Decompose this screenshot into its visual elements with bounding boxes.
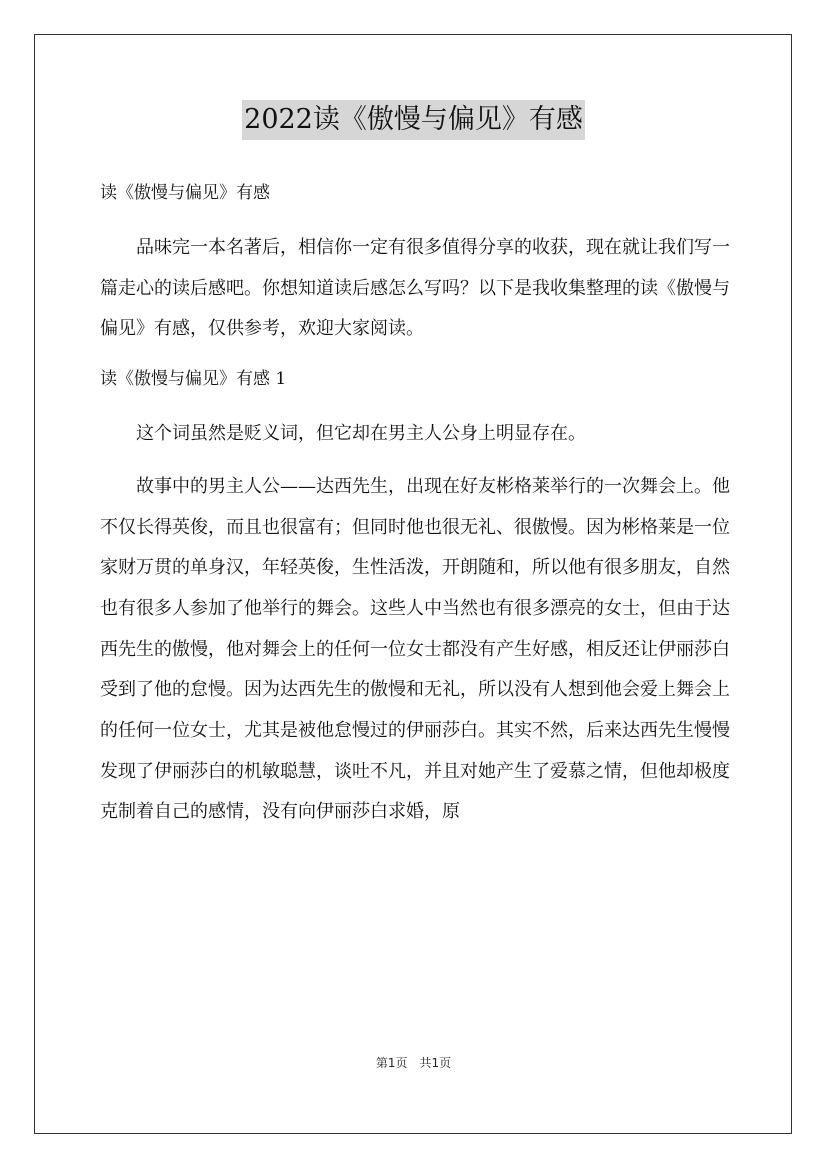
body-paragraph-1: 这个词虽然是贬义词，但它却在男主人公身上明显存在。 xyxy=(136,423,586,445)
page-total: 共1页 xyxy=(419,1056,452,1070)
subsection-heading: 读《傲慢与偏见》有感 1 xyxy=(100,369,287,390)
page-number: 第1页 xyxy=(375,1056,408,1070)
intro-paragraph: 品味完一本名著后，相信你一定有很多值得分享的收获，现在就让我们写一篇走心的读后感吧。你想知道读后感怎么写吗？以下是我收集整理的读《傲慢与偏见》有感，仅供参考，欢迎大家阅读。 xyxy=(100,237,730,340)
page-footer xyxy=(0,1054,827,1071)
document-title: 2022读《傲慢与偏见》有感 xyxy=(242,100,585,140)
document-body xyxy=(100,176,730,845)
body-paragraph-2: 故事中的男主人公——达西先生，出现在好友彬格莱举行的一次舞会上。他不仅长得英俊，而且也很富有；但同时他也很无礼、很傲慢。因为彬格莱是一位家财万贯的单身汉，年轻英俊，生性活泼，开朗随和，所以他有很多朋友，自然也有很多人参加了他举行的舞会。这些人中当然也有很多漂亮的女士，但由于达西先生的傲慢，他对舞会上的任何一位女士都没有产生好感，相反还让伊丽莎白受到了他的怠慢。因为达西先生的傲慢和无礼，所以没有人想到他会爱上舞会上的任何一位女士，尤其是被他怠慢过的伊丽莎白。其实不然，后来达西先生慢慢发现了伊丽莎白的机敏聪慧，谈吐不凡，并且对她产生了爱慕之情，但他却极度克制着自己的感情，没有向伊丽莎白求婚，原 xyxy=(100,475,730,823)
section-heading: 读《傲慢与偏见》有感 xyxy=(100,183,270,203)
title-container xyxy=(0,100,827,140)
